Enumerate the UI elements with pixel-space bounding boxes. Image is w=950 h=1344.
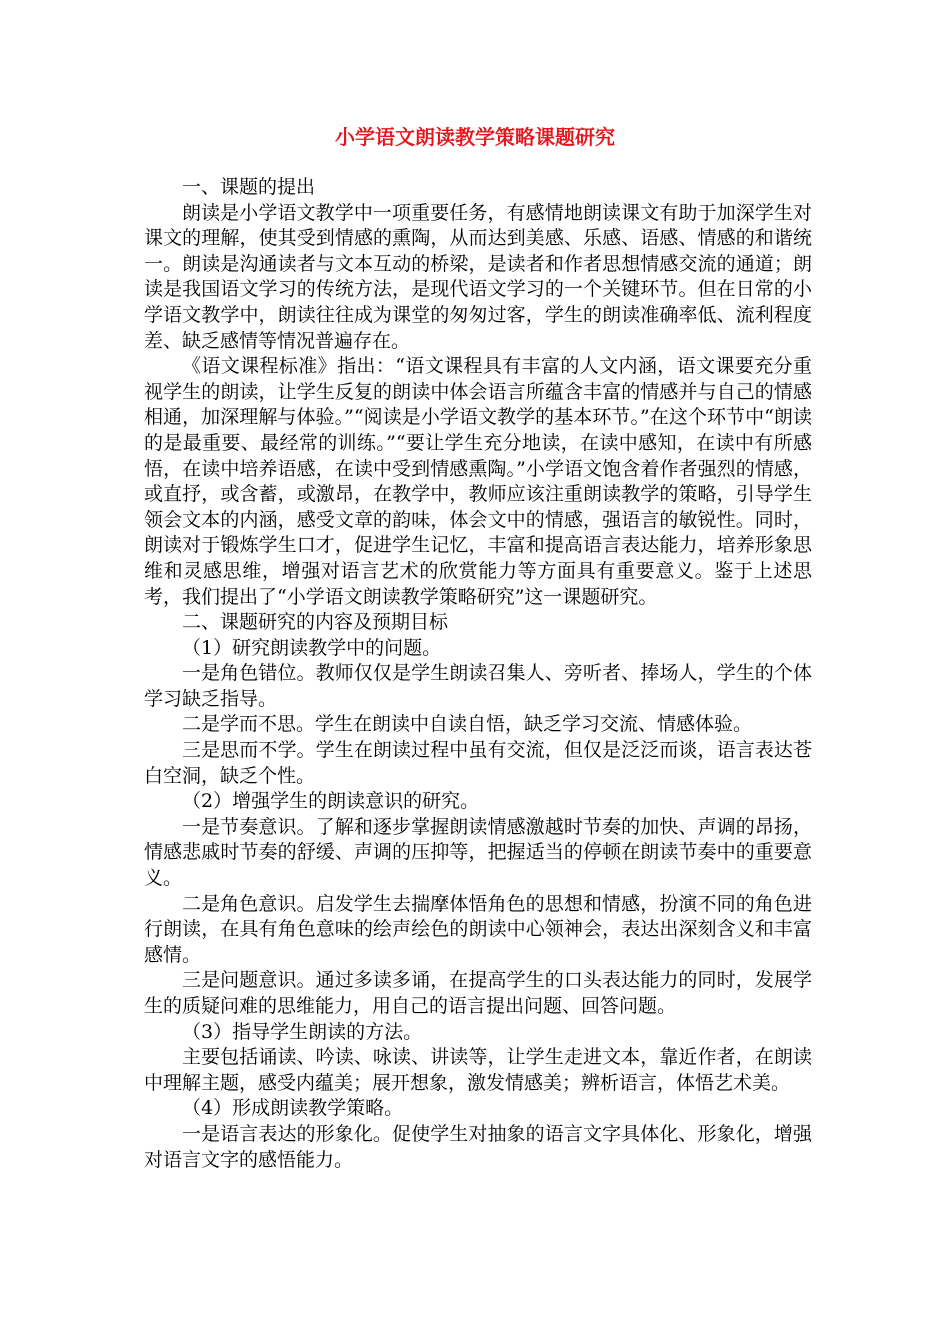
- paragraph: （3）指导学生朗读的方法。: [182, 1020, 423, 1043]
- paragraph: 三是问题意识。通过多读多诵，在提高学生的口头表达能力的同时，发展学生的质疑问难的思维能力，用自己的语言提出问题、回答问题。: [144, 969, 812, 1017]
- paragraph: 朗读是小学语文教学中一项重要任务，有感情地朗读课文有助于加深学生对课文的理解，使其受到情感的熏陶，从而达到美感、乐感、语感、情感的和谐统一。朗读是沟通读者与文本互动的桥梁，是读者和作者思想情感交流的通道；朗读是我国语文学习的传统方法，是现代语文学习的一个关键环节。但在日常的小学语文教学中，朗读往往成为课堂的匆匆过客，学生的朗读准确率低、流利程度差、缺乏感情等情况普遍存在。: [144, 201, 812, 352]
- paragraph: 二是角色意识。启发学生去揣摩体悟角色的思想和情感，扮演不同的角色进行朗读，在具有角色意味的绘声绘色的朗读中心领神会，表达出深刻含义和丰富感情。: [144, 892, 812, 966]
- paragraph: 一是节奏意识。了解和逐步掌握朗读情感激越时节奏的加快、声调的昂扬，情感悲戚时节奏的舒缓、声调的压抑等，把握适当的停顿在朗读节奏中的重要意义。: [144, 815, 812, 890]
- paragraph: 一是语言表达的形象化。促使学生对抽象的语言文字具体化、形象化，增强对语言文字的感悟能力。: [144, 1122, 812, 1171]
- document-body: [144, 175, 812, 1173]
- paragraph: 三是思而不学。学生在朗读过程中虽有交流，但仅是泛泛而谈，语言表达苍白空洞，缺乏个性。: [144, 739, 812, 787]
- paragraph: 二、课题研究的内容及预期目标: [182, 611, 449, 634]
- document-title: 小学语文朗读教学策略课题研究: [335, 125, 615, 149]
- paragraph: 一、课题的提出: [182, 176, 316, 198]
- paragraph: 主要包括诵读、吟读、咏读、讲读等，让学生走进文本，靠近作者，在朗读中理解主题，感受内蕴美；展开想象，激发情感美；辨析语言，体悟艺术美。: [144, 1046, 812, 1094]
- paragraph: 一是角色错位。教师仅仅是学生朗读召集人、旁听者、捧场人，学生的个体学习缺乏指导。: [144, 662, 812, 710]
- paragraph: （4）形成朗读教学策略。: [182, 1097, 404, 1120]
- paragraph: 《语文课程标准》指出：“语文课程具有丰富的人文内涵，语文课要充分重视学生的朗读，让学生反复的朗读中体会语言所蕴含丰富的情感并与自己的情感相通，加深理解与体验。”“阅读是小学语文教学的基本环节。”在这个环节中“朗读的是最重要、最经常的训练。”“要让学生充分地读，在读中感知，在读中有所感悟，在读中培养语感，在读中受到情感熏陶。”小学语文饱含着作者强烈的情感，或直抒，或含蓄，或激昂，在教学中，教师应该注重朗读教学的策略，引导学生领会文本的内涵，感受文章的韵味，体会文中的情感，强语言的敏锐性。同时，朗读对于锻炼学生口才，促进学生记忆，丰富和提高语言表达能力，培养形象思维和灵感思维，增强对语言艺术的欣赏能力等方面具有重要意义。鉴于上述思考，我们提出了“小学语文朗读教学策略研究”这一课题研究。: [144, 355, 812, 608]
- paragraph: （1）研究朗读教学中的问题。: [182, 636, 442, 659]
- paragraph: 二是学而不思。学生在朗读中自读自悟，缺乏学习交流、情感体验。: [182, 713, 753, 736]
- paragraph: （2）增强学生的朗读意识的研究。: [182, 790, 480, 813]
